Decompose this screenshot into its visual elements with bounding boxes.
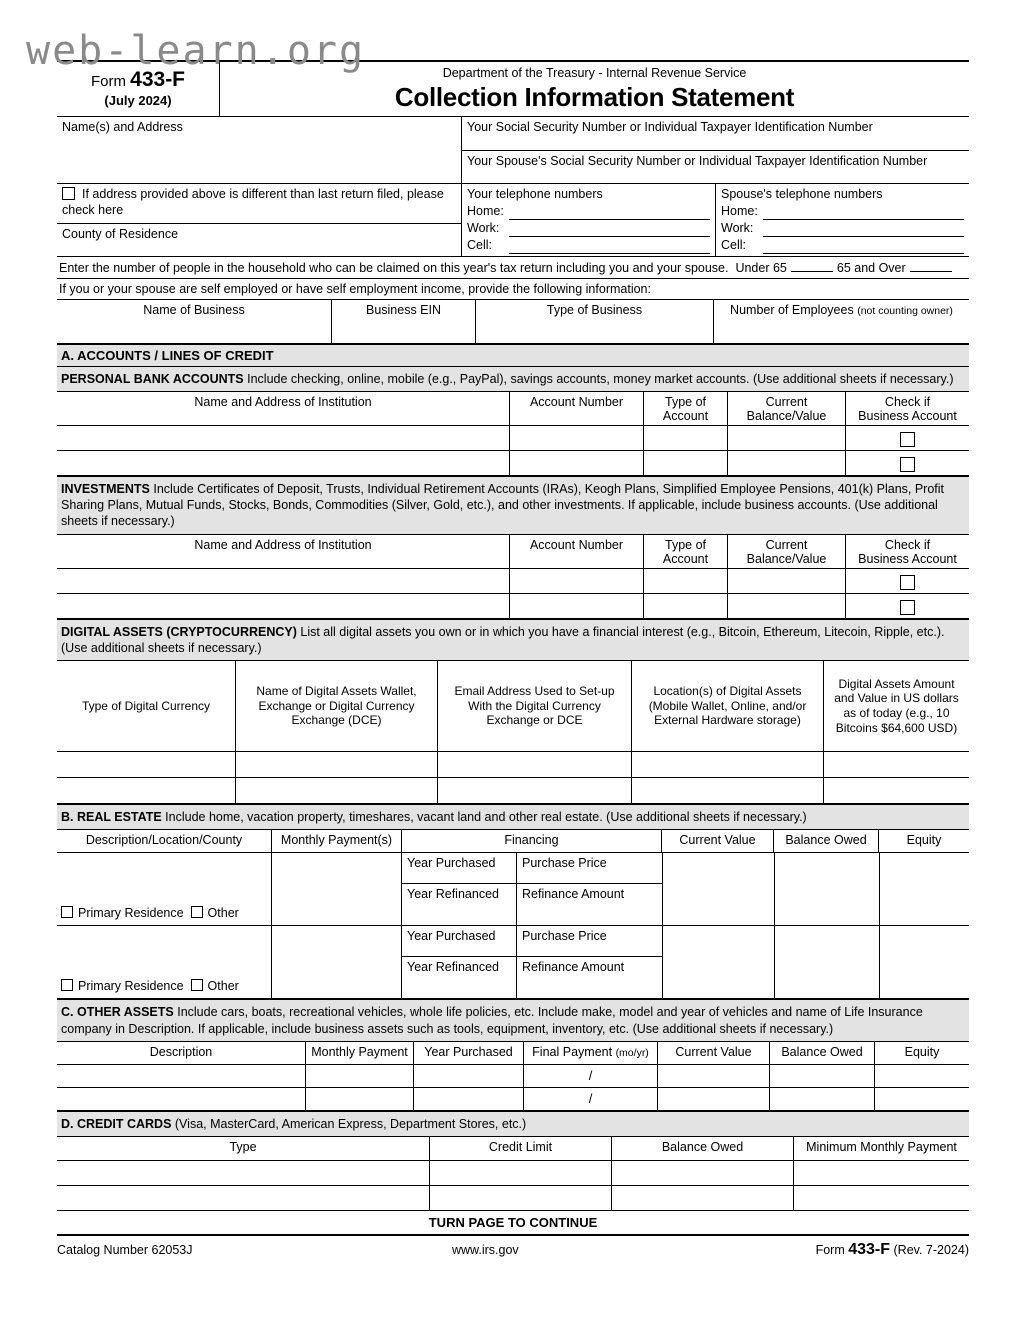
oa-year-purchased-input[interactable] — [413, 1088, 523, 1110]
re-monthly-payment-input[interactable] — [271, 853, 401, 925]
re-year-refinanced-label: Year Refinanced — [407, 887, 499, 902]
bank-institution-input[interactable] — [57, 426, 509, 450]
bank-table-header — [57, 392, 969, 425]
col-inv-balance-l1: Current — [765, 537, 808, 552]
spouse-ssn-field[interactable] — [461, 150, 969, 183]
da-currency-type-input[interactable] — [57, 778, 235, 803]
bank-accounts-text: Include checking, online, mobile (e.g., PayPal), savings accounts, money market accounts. (Use additional sheets if necessary.) — [243, 371, 954, 386]
col-inv-account-number: Account Number — [509, 535, 643, 568]
bank-balance-input[interactable] — [727, 451, 845, 475]
re-other-checkbox[interactable] — [191, 979, 203, 991]
bank-table-row — [57, 425, 969, 450]
county-label: County of Residence — [62, 226, 179, 241]
col-bank-type-l2: Account — [662, 409, 709, 424]
your-phone-title: Your telephone numbers — [467, 186, 603, 201]
re-primary-residence-label: Primary Residence — [78, 978, 184, 993]
department-line: Department of the Treasury - Internal Revenue Service — [442, 66, 747, 80]
col-inv-type-l1: Type of — [665, 537, 706, 552]
re-primary-residence-label: Primary Residence — [78, 905, 184, 920]
cc-credit-limit-input[interactable] — [429, 1186, 611, 1210]
col-re-financing: Financing — [401, 830, 661, 852]
col-bank-balance-l2: Balance/Value — [746, 409, 827, 424]
turn-page-notice: TURN PAGE TO CONTINUE — [57, 1210, 969, 1236]
bank-accounts-title: PERSONAL BANK ACCOUNTS — [61, 371, 244, 386]
re-year-purchased-label: Year Purchased — [402, 853, 516, 884]
spouse-phone-work[interactable] — [721, 221, 964, 237]
over-65-input[interactable] — [910, 260, 952, 272]
name-ssn-row — [57, 116, 969, 183]
footer-form-number: 433-F — [848, 1241, 891, 1259]
digital-assets-table-row — [57, 777, 969, 803]
inv-business-cell — [845, 594, 969, 618]
col-cc-balance-owed: Balance Owed — [611, 1137, 793, 1160]
cell-label: Cell: — [467, 237, 493, 252]
oa-monthly-payment-input[interactable] — [305, 1088, 413, 1110]
your-cell-input[interactable] — [509, 240, 710, 254]
re-current-value-input[interactable] — [662, 853, 774, 925]
col-da-currency-type: Type of Digital Currency — [81, 698, 211, 713]
da-amount-input[interactable] — [823, 752, 969, 777]
re-monthly-payment-input[interactable] — [271, 926, 401, 998]
inv-account-number-input[interactable] — [509, 569, 643, 593]
col-inv-balance — [727, 535, 845, 568]
address-phone-row — [57, 183, 969, 256]
da-currency-type-input[interactable] — [57, 752, 235, 777]
col-da-email: Email Address Used to Set-up With the Digital Currency Exchange or DCE — [437, 661, 631, 751]
col-bank-balance-l1: Current — [765, 394, 808, 409]
section-c-title: C. OTHER ASSETS — [61, 1005, 174, 1020]
re-purchase-price-label: Purchase Price — [516, 853, 662, 884]
oa-current-value-input[interactable] — [657, 1065, 769, 1087]
your-phone-block — [461, 184, 715, 256]
re-description-input[interactable] — [57, 853, 271, 925]
col-da-wallet-name: Name of Digital Assets Wallet, Exchange or Digital Currency Exchange (DCE) — [235, 661, 437, 751]
re-description-input[interactable] — [57, 926, 271, 998]
oa-final-payment-input[interactable]: / — [523, 1088, 657, 1110]
spouse-work-input[interactable] — [763, 223, 964, 237]
business-table-header — [57, 299, 969, 323]
col-type-of-business: Type of Business — [475, 300, 713, 323]
col-bank-check-l1: Check if — [884, 394, 931, 409]
inv-institution-input[interactable] — [57, 569, 509, 593]
catalog-number: Catalog Number 62053J — [57, 1243, 193, 1258]
address-county-column — [57, 184, 461, 256]
spouse-cell-input[interactable] — [763, 240, 964, 254]
col-inv-balance-l2: Balance/Value — [746, 551, 827, 566]
col-business-ein: Business EIN — [331, 300, 475, 323]
re-other-checkbox[interactable] — [191, 906, 203, 918]
section-c-header — [57, 998, 969, 1042]
investments-description — [57, 475, 969, 535]
form-title-block — [220, 62, 969, 116]
name-address-label: Name(s) and Address — [62, 119, 183, 134]
oa-balance-owed-input[interactable] — [769, 1065, 874, 1087]
col-re-description: Description/Location/County — [85, 833, 243, 848]
spouse-home-input[interactable] — [763, 206, 964, 220]
re-purchase-price-label: Purchase Price — [516, 926, 662, 957]
real-estate-table-row — [57, 852, 969, 925]
section-d-text: (Visa, MasterCard, American Express, Department Stores, etc.) — [171, 1116, 527, 1131]
col-number-of-employees — [713, 300, 969, 323]
form-revision-date: (July 2024) — [104, 93, 172, 109]
other-assets-table-header — [57, 1042, 969, 1064]
section-d-title: D. CREDIT CARDS — [61, 1116, 172, 1131]
col-oa-equity: Equity — [874, 1042, 969, 1064]
col-oa-description: Description — [149, 1044, 213, 1059]
other-assets-table-row — [57, 1087, 969, 1110]
your-ssn-field[interactable] — [461, 117, 969, 150]
col-oa-balance-owed: Balance Owed — [769, 1042, 874, 1064]
col-bank-institution: Name and Address of Institution — [194, 394, 372, 409]
cc-credit-limit-input[interactable] — [429, 1161, 611, 1185]
your-phone-work[interactable] — [467, 221, 710, 237]
business-name-input[interactable] — [57, 323, 331, 343]
employees-note: (not counting owner) — [857, 304, 953, 317]
section-b-text: Include home, vacation property, timeshares, vacant land and other real estate. (Use additional sheets if necessary.) — [161, 810, 807, 825]
oa-description-input[interactable] — [57, 1065, 305, 1087]
col-oa-final-payment — [523, 1042, 657, 1064]
re-residence-options — [61, 906, 239, 922]
business-ein-input[interactable] — [331, 323, 475, 343]
re-fin-spacer-left — [402, 988, 516, 998]
form-number-line — [59, 68, 217, 92]
bank-type-input[interactable] — [643, 426, 727, 450]
watermark-text: web-learn.org — [26, 28, 366, 74]
col-da-amount-value: Digital Assets Amount and Value in US dollars as of today (e.g., 10 Bitcoins $64,600 USD) — [823, 661, 969, 751]
address-different-row[interactable] — [57, 184, 461, 223]
digital-assets-description — [57, 618, 969, 662]
digital-assets-table-row — [57, 751, 969, 777]
re-financing-refinance-row — [402, 884, 662, 915]
col-bank-check-l2: Business Account — [858, 409, 957, 424]
col-bank-account-number: Account Number — [509, 392, 643, 425]
re-financing-block — [401, 926, 662, 998]
footer-form-id — [702, 1241, 969, 1259]
real-estate-table-header — [57, 830, 969, 852]
inv-balance-input[interactable] — [727, 569, 845, 593]
form-header — [57, 60, 969, 116]
col-inv-business-check — [845, 535, 969, 568]
your-phone-cell[interactable] — [467, 238, 710, 254]
inv-institution-input[interactable] — [57, 594, 509, 618]
cc-balance-owed-input[interactable] — [611, 1161, 793, 1185]
section-b-header — [57, 803, 969, 830]
re-refinance-amount-label: Refinance Amount — [516, 884, 662, 915]
inv-business-checkbox[interactable] — [900, 600, 915, 615]
re-financing-refinance-row — [402, 957, 662, 988]
bank-business-checkbox[interactable] — [900, 432, 915, 447]
bank-business-checkbox[interactable] — [900, 457, 915, 472]
re-balance-owed-input[interactable] — [774, 853, 879, 925]
re-financing-block — [401, 853, 662, 925]
spouse-phone-cell[interactable] — [721, 238, 964, 254]
cc-type-input[interactable] — [57, 1186, 429, 1210]
inv-business-checkbox[interactable] — [900, 575, 915, 590]
oa-balance-owed-input[interactable] — [769, 1088, 874, 1110]
spouse-home-label: Home: — [721, 203, 758, 218]
col-inv-institution: Name and Address of Institution — [194, 537, 372, 552]
form-number: 433-F — [130, 68, 186, 91]
re-fin-spacer-right — [516, 988, 662, 998]
digital-assets-table-header — [57, 661, 969, 751]
col-inv-type — [643, 535, 727, 568]
col-re-balance-owed: Balance Owed — [773, 830, 878, 852]
re-current-value-input[interactable] — [662, 926, 774, 998]
investments-text: Include Certificates of Deposit, Trusts, Individual Retirement Accounts (IRAs), Keogh Plans, Simplified Employee Pensions, 401(k) Plans, Profit Sharing Plans, Mutual Funds, Stocks, Bonds, Commodities (Silver, Gold, etc.), and other investments. If applicable, include business accounts. (Use additional sheets if necessary.) — [61, 481, 945, 529]
inv-type-input[interactable] — [643, 569, 727, 593]
credit-cards-table-header — [57, 1137, 969, 1160]
oa-description-input[interactable] — [57, 1088, 305, 1110]
re-equity-input[interactable] — [879, 853, 969, 925]
section-c-text: Include cars, boats, recreational vehicles, whole life policies, etc. Include make, model and year of vehicles and name of Life Insurance company in Description. If applicable, include business assets such as tools, equipment, inventory, etc. (Use additional sheets if necessary.) — [61, 1005, 923, 1036]
col-oa-current-value: Current Value — [657, 1042, 769, 1064]
re-other-label: Other — [207, 978, 239, 993]
re-balance-owed-input[interactable] — [774, 926, 879, 998]
col-inv-type-l2: Account — [662, 551, 709, 566]
name-address-field[interactable] — [57, 117, 461, 183]
re-year-purchased-label: Year Purchased — [402, 926, 516, 957]
cc-balance-owed-input[interactable] — [611, 1186, 793, 1210]
under-65-label: Under 65 — [735, 260, 787, 275]
col-name-of-business: Name of Business — [143, 302, 245, 317]
da-email-input[interactable] — [437, 752, 631, 777]
address-different-label: If address provided above is different than last return filed, please check here — [62, 186, 444, 217]
da-email-input[interactable] — [437, 778, 631, 803]
inv-business-cell — [845, 569, 969, 593]
county-field[interactable] — [57, 223, 461, 252]
re-financing-purchase-row — [402, 926, 662, 957]
your-phone-home[interactable] — [467, 204, 710, 220]
oa-final-payment-input[interactable]: / — [523, 1065, 657, 1087]
business-employees-input[interactable] — [713, 323, 969, 343]
irs-website: www.irs.gov — [452, 1243, 519, 1258]
spouse-cell-label: Cell: — [721, 237, 747, 252]
household-text: Enter the number of people in the household who can be claimed on this year's tax return including you and your spouse. — [59, 260, 729, 275]
da-wallet-name-input[interactable] — [235, 752, 437, 777]
work-label: Work: — [467, 220, 500, 235]
da-location-input[interactable] — [631, 778, 823, 803]
col-inv-check-l2: Business Account — [858, 551, 957, 566]
col-re-current-value: Current Value — [661, 830, 773, 852]
bank-accounts-description — [57, 367, 969, 392]
business-table-row — [57, 323, 969, 343]
col-bank-business-check — [845, 392, 969, 425]
your-home-input[interactable] — [509, 206, 710, 220]
section-d-header — [57, 1110, 969, 1137]
section-a-header: A. ACCOUNTS / LINES OF CREDIT — [57, 343, 969, 367]
oa-year-purchased-input[interactable] — [413, 1065, 523, 1087]
page-title: Collection Information Statement — [394, 82, 795, 112]
col-oa-year-purchased: Year Purchased — [413, 1042, 523, 1064]
section-b-title: B. REAL ESTATE — [61, 810, 162, 825]
bank-account-number-input[interactable] — [509, 451, 643, 475]
inv-account-number-input[interactable] — [509, 594, 643, 618]
col-re-monthly-payment: Monthly Payment(s) — [271, 830, 401, 852]
home-label: Home: — [467, 203, 504, 218]
bank-balance-input[interactable] — [727, 426, 845, 450]
oa-current-value-input[interactable] — [657, 1088, 769, 1110]
re-other-label: Other — [207, 905, 239, 920]
business-type-input[interactable] — [475, 323, 713, 343]
bank-type-input[interactable] — [643, 451, 727, 475]
other-assets-table-row — [57, 1064, 969, 1087]
under-65-input[interactable] — [791, 260, 833, 272]
oa-equity-input[interactable] — [874, 1065, 969, 1087]
re-financing-spacer — [402, 915, 662, 925]
re-financing-purchase-row — [402, 853, 662, 884]
col-re-equity: Equity — [878, 830, 969, 852]
investments-title: INVESTMENTS — [61, 481, 150, 496]
da-location-input[interactable] — [631, 752, 823, 777]
col-bank-balance — [727, 392, 845, 425]
col-da-location: Location(s) of Digital Assets (Mobile Wallet, Online, and/or External Hardware storage) — [631, 661, 823, 751]
col-cc-type: Type — [229, 1140, 257, 1155]
re-primary-residence-checkbox[interactable] — [61, 979, 73, 991]
oa-equity-input[interactable] — [874, 1088, 969, 1110]
real-estate-table-row — [57, 925, 969, 998]
re-fin-spacer-left — [402, 915, 516, 925]
digital-assets-text: List all digital assets you own or in which you have a financial interest (e.g., Bitcoin, Ethereum, Litecoin, Ripple, etc.). (Use additional sheets if necessary.) — [61, 624, 945, 655]
employees-label: Number of Employees — [730, 302, 854, 317]
footer-form-label: Form — [815, 1243, 845, 1258]
bank-institution-input[interactable] — [57, 451, 509, 475]
footer-revision: (Rev. 7-2024) — [893, 1243, 969, 1258]
oa-monthly-payment-input[interactable] — [305, 1065, 413, 1087]
da-wallet-name-input[interactable] — [235, 778, 437, 803]
cc-minimum-payment-input[interactable] — [793, 1161, 969, 1185]
address-different-checkbox[interactable] — [62, 187, 75, 200]
spouse-phone-home[interactable] — [721, 204, 964, 220]
col-cc-credit-limit: Credit Limit — [429, 1137, 611, 1160]
re-year-refinanced-label: Year Refinanced — [407, 960, 499, 975]
your-work-input[interactable] — [509, 223, 710, 237]
household-count-row — [57, 256, 969, 278]
bank-business-cell — [845, 451, 969, 475]
re-fin-spacer-right — [516, 915, 662, 925]
form-content — [57, 60, 969, 1259]
investments-table-row — [57, 593, 969, 618]
digital-assets-title: DIGITAL ASSETS (CRYPTOCURRENCY) — [61, 624, 297, 639]
col-cc-minimum-payment: Minimum Monthly Payment — [793, 1137, 969, 1160]
col-oa-final-payment-note: (mo/yr) — [615, 1046, 649, 1059]
inv-type-input[interactable] — [643, 594, 727, 618]
bank-business-cell — [845, 426, 969, 450]
investments-table-row — [57, 568, 969, 593]
col-oa-final-payment-label: Final Payment — [532, 1044, 613, 1059]
re-refinance-amount-label: Refinance Amount — [516, 957, 662, 988]
spouse-ssn-label: Your Spouse's Social Security Number or Individual Taxpayer Identification Number — [467, 153, 928, 168]
form-label: Form — [90, 73, 126, 90]
cc-minimum-payment-input[interactable] — [793, 1186, 969, 1210]
ssn-column — [461, 117, 969, 183]
col-bank-type-l1: Type of — [665, 394, 706, 409]
credit-cards-table-row — [57, 1160, 969, 1185]
re-residence-options — [61, 979, 239, 995]
inv-balance-input[interactable] — [727, 594, 845, 618]
bank-account-number-input[interactable] — [509, 426, 643, 450]
bank-table-row — [57, 450, 969, 475]
spouse-phone-block — [715, 184, 969, 256]
re-equity-input[interactable] — [879, 926, 969, 998]
col-oa-monthly-payment: Monthly Payment — [305, 1042, 413, 1064]
credit-cards-table-row — [57, 1185, 969, 1210]
spouse-phone-title: Spouse's telephone numbers — [721, 186, 883, 201]
cc-type-input[interactable] — [57, 1161, 429, 1185]
re-financing-spacer — [402, 988, 662, 998]
self-employment-intro: If you or your spouse are self employed or have self employment income, provide the following information: — [57, 278, 969, 299]
col-bank-type — [643, 392, 727, 425]
form-footer — [57, 1236, 969, 1259]
investments-table-header — [57, 535, 969, 568]
col-inv-check-l1: Check if — [884, 537, 931, 552]
your-ssn-label: Your Social Security Number or Individual Taxpayer Identification Number — [467, 119, 873, 134]
re-primary-residence-checkbox[interactable] — [61, 906, 73, 918]
form-number-block — [57, 62, 220, 116]
da-amount-input[interactable] — [823, 778, 969, 803]
over-65-label: 65 and Over — [836, 260, 906, 275]
spouse-work-label: Work: — [721, 220, 754, 235]
